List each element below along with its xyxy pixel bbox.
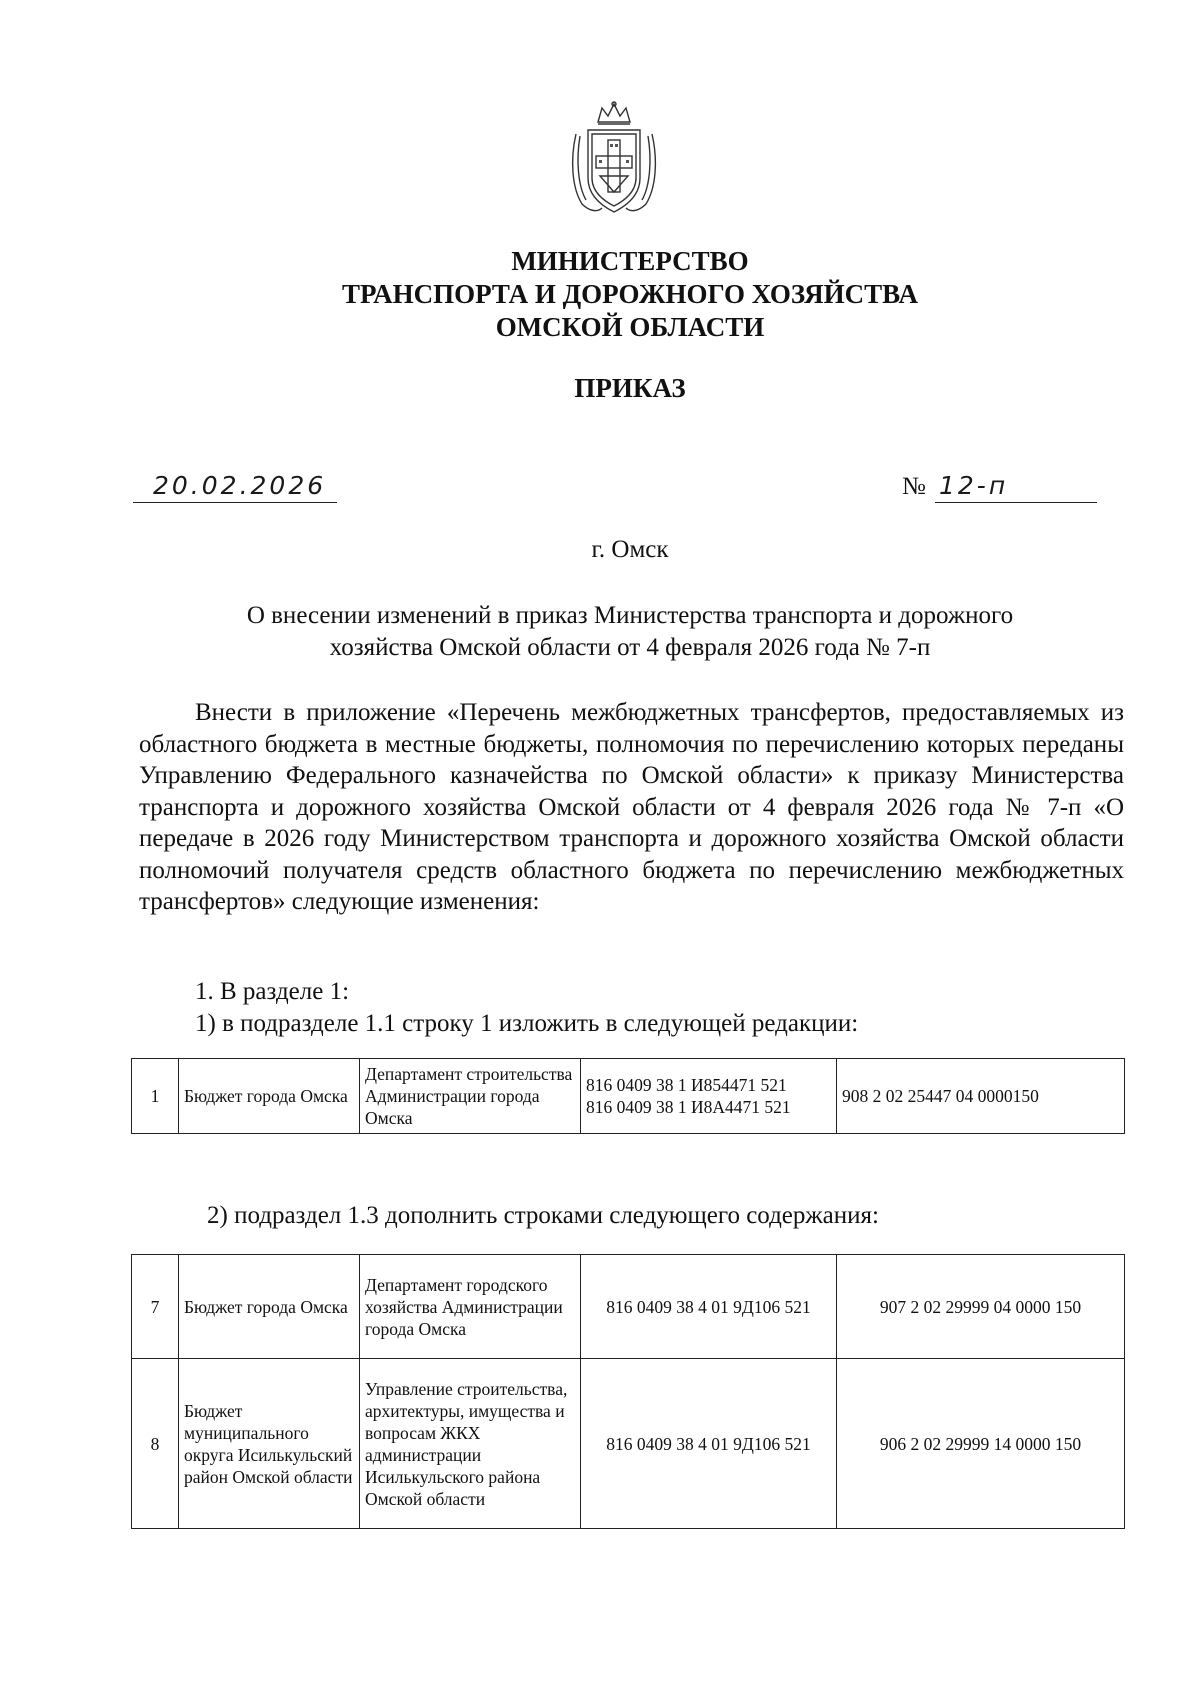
amendment-table-1 xyxy=(131,1058,1125,1134)
row-number: 1 xyxy=(132,1059,179,1134)
ministry-name xyxy=(150,245,1110,344)
department-cell: Управление строительства, архитектуры, имущества и вопросам ЖКХ администрации Исилькульского района Омской области xyxy=(360,1359,581,1529)
handwritten-date: 20.02.2026 xyxy=(153,471,327,500)
budget-cell: Бюджет муниципального округа Исилькульский район Омской области xyxy=(179,1359,360,1529)
kbk-line: 816 0409 38 1 И8А4471 521 xyxy=(586,1097,791,1117)
amendment-table-2 xyxy=(131,1254,1125,1529)
row-number: 8 xyxy=(132,1359,179,1529)
intro-paragraph: Внести в приложение «Перечень межбюджетных трансфертов, предоставляемых из областного бюджета в местные бюджеты, полномочия по перечислению которых переданы Управлению Федерального казначейства по Омской области» к приказу Министерства транспорта и дорожного хозяйства Омской области от 4 февраля 2026 года № 7-п «О передаче в 2026 году Министерством транспорта и дорожного хозяйства Омской области полномочий получателя средств областного бюджета по перечислению межбюджетных трансфертов» следующие изменения: xyxy=(139,699,1124,915)
coat-of-arms-emblem xyxy=(568,100,660,218)
table-row xyxy=(132,1359,1125,1529)
date-field xyxy=(133,472,337,503)
subject-line: хозяйства Омской области от 4 февраля 2026 года № 7-п xyxy=(329,634,931,661)
subject-line: О внесении изменений в приказ Министерства транспорта и дорожного xyxy=(246,602,1014,629)
budget-cell: Бюджет города Омска xyxy=(179,1255,360,1359)
subsection-1-3-instruction: 2) подраздел 1.3 дополнить строками следующего содержания: xyxy=(207,1202,879,1229)
document-type: ПРИКАЗ xyxy=(574,373,686,403)
document-subject xyxy=(150,600,1110,664)
department-cell: Департамент городского хозяйства Администрации города Омска xyxy=(360,1255,581,1359)
number-sign: № xyxy=(902,473,926,500)
section-1-heading: 1. В разделе 1: xyxy=(195,978,350,1005)
budget-cell: Бюджет города Омска xyxy=(179,1059,360,1134)
revenue-code-cell: 907 2 02 29999 04 0000 150 xyxy=(837,1255,1125,1359)
revenue-code-cell: 908 2 02 25447 04 0000150 xyxy=(837,1059,1125,1134)
revenue-code-cell: 906 2 02 29999 14 0000 150 xyxy=(837,1359,1125,1529)
handwritten-number: 12-п xyxy=(939,471,1009,500)
kbk-cell: 816 0409 38 4 01 9Д106 521 xyxy=(581,1359,837,1529)
kbk-cell: 816 0409 38 4 01 9Д106 521 xyxy=(581,1255,837,1359)
row-number: 7 xyxy=(132,1255,179,1359)
department-cell: Департамент строительства Администрации города Омска xyxy=(360,1059,581,1134)
number-field xyxy=(935,472,1097,503)
kbk-cell xyxy=(581,1059,837,1134)
table-row xyxy=(132,1059,1125,1134)
ministry-line: ТРАНСПОРТА И ДОРОЖНОГО ХОЗЯЙСТВА xyxy=(342,279,918,309)
ministry-line: МИНИСТЕРСТВО xyxy=(511,246,749,276)
ministry-line: ОМСКОЙ ОБЛАСТИ xyxy=(495,312,765,342)
table-row xyxy=(132,1255,1125,1359)
subsection-1-1-instruction: 1) в подразделе 1.1 строку 1 изложить в следующей редакции: xyxy=(195,1010,859,1037)
city: г. Омск xyxy=(591,536,669,563)
kbk-line: 816 0409 38 1 И854471 521 xyxy=(586,1075,787,1095)
